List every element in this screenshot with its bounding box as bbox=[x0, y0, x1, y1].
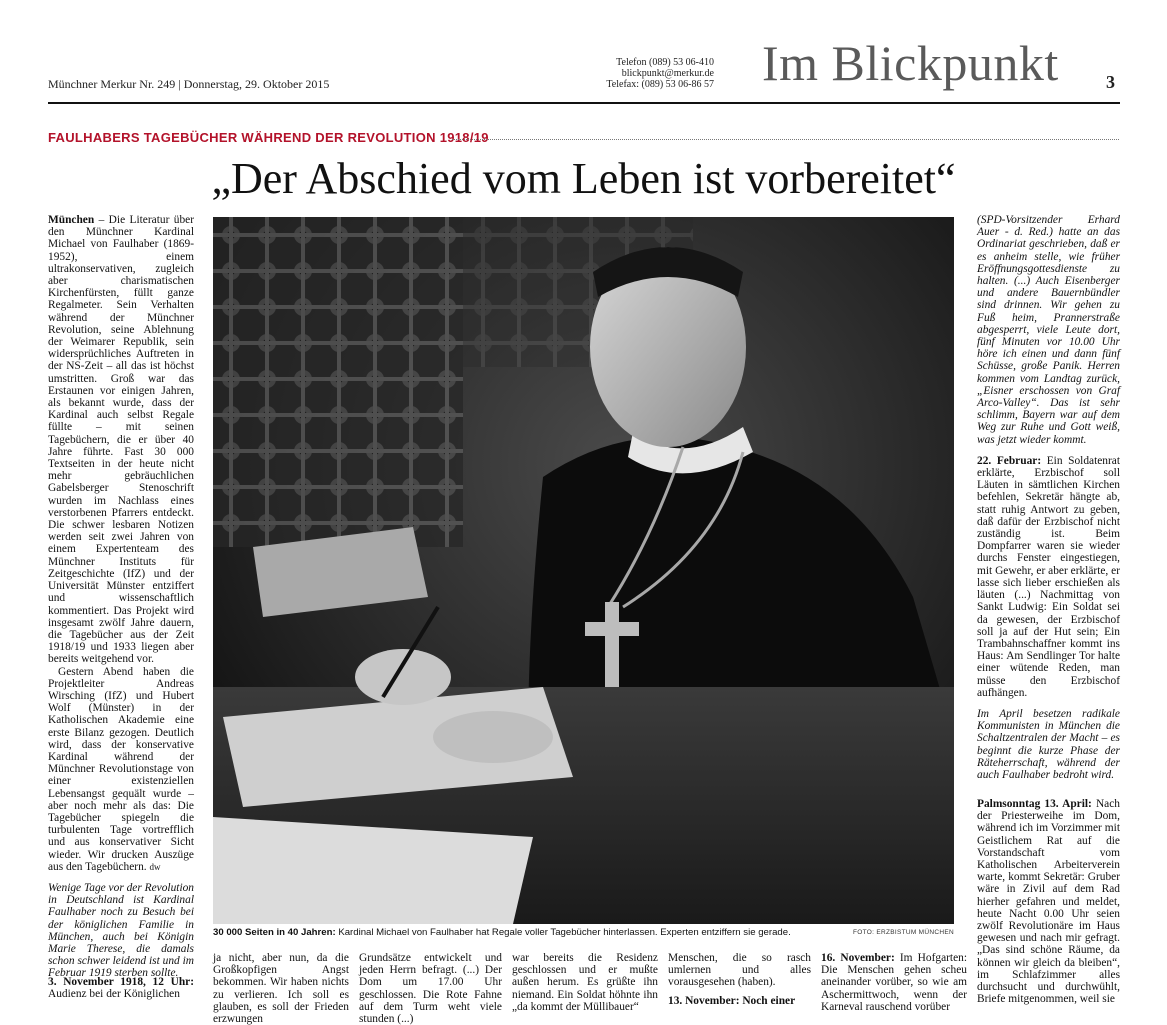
left-entry-paragraph bbox=[48, 976, 194, 1000]
bottom-column-3: war bereits die Residenz geschlossen und er mußte außen herum. Es grüßte ihn niemand. Ein Soldat höhnte ihn „da kommt der Müllibauer“ bbox=[512, 952, 658, 1013]
right-intro-italic: Im April besetzen radikale Kommunisten in München die Schaltzentralen der Macht – es beginnt die kurze Phase der Räteherrschaft, während der auch Faulhaber bedroht wird. bbox=[977, 707, 1120, 781]
bottom-column-4-next: 13. November: Noch einer bbox=[668, 994, 796, 1007]
edition-line: Münchner Merkur Nr. 249 | Donnerstag, 29. Oktober 2015 bbox=[48, 77, 330, 91]
photo-credit: FOTO: ERZBISTUM MÜNCHEN bbox=[852, 929, 954, 936]
bottom-column-5 bbox=[821, 952, 967, 1013]
right-column-lower bbox=[977, 798, 1120, 1005]
kicker: FAULHABERS TAGEBÜCHER WÄHREND DER REVOLUTION 1918/19 bbox=[48, 130, 489, 145]
author-initials: dw bbox=[149, 861, 161, 872]
dateline: München bbox=[48, 214, 95, 226]
left-entry-date: 3. November 1918, 12 Uhr: bbox=[48, 976, 194, 988]
left-p2-text: Gestern Abend haben die Projektleiter Andreas Wirsching (IfZ) und Hubert Wolf (Münster) in der Katholischen Akademie eine erste Bilanz gezogen. Deutlich wird, dass der konservative Kardinal während der Münchner Revolutionstage von einer existenziellen Lebensangst gequält wurde – aber noch mehr als das: Die Tagebücher spiegeln die turbulenten Tage vortrefflich und aus konservativer Sicht wieder. Wir drucken Auszüge aus den Tagebüchern. bbox=[48, 665, 194, 873]
entry3-date: Palmsonntag 13. April: bbox=[977, 798, 1092, 810]
bottom-column-4 bbox=[668, 952, 811, 1007]
right-entry-2 bbox=[977, 455, 1120, 699]
header-rule bbox=[48, 102, 1120, 104]
left-paragraph-2 bbox=[48, 666, 194, 873]
photo-caption bbox=[213, 927, 954, 938]
hand-writing bbox=[355, 649, 451, 705]
bottom-column-1: ja nicht, aber nun, da die Großkopfigen Angst bekommen. Wir haben nichts zu verlieren. Ich soll es glauben, es soll der Frieden erzwungen bbox=[213, 952, 349, 1025]
bottom-column-2: Grundsätze entwickelt und jeden Herrn befragt. (...) Der Dom um 17.00 Uhr geschlossen. Die Rote Fahne auf dem Turm weht viele stunden (...) bbox=[359, 952, 502, 1025]
left-intro-italic: Wenige Tage vor der Revolution in Deutschland ist Kardinal Faulhaber noch zu Besuch bei der königlichen Familie in München, auch bei Königin Marie Therese, die damals schon schwer leidend ist und im Februar 1919 sterben sollte. bbox=[48, 881, 194, 980]
bottom-5-text: Im Hofgarten: Die Menschen gehen scheu aneinander vorüber, so wie am Aschermittwoch, wenn der Karneval rauschend vorüber bbox=[821, 952, 967, 1013]
entry2-date: 22. Februar: bbox=[977, 454, 1042, 467]
contact-block bbox=[598, 57, 714, 90]
right-p1-text: (SPD-Vorsitzender Erhard Auer - d. Red.) hatte an das Ordinariat geschrieben, daß er es anheim stelle, wie früher Eröffnungsgottesdienste zu halten. (...) Auch Eisenberger und andere Bauernbündler sind drinnen. Wir gehen zu Fuß heim, Prannerstraße abgesperrt, viele Leute dort, fünf Minuten vor 10.00 Uhr höre ich einen und dann fünf Schüsse, große Panik. Herren kommen vom Landtag zurück, „Eisner erschossen von Graf Arco-Valley“. Das ist sehr schlimm, Bayern war auf dem Weg zur Ruhe und Gott weiß, was jetzt wieder kommt. bbox=[977, 214, 1120, 446]
caption-bold: 30 000 Seiten in 40 Jahren: bbox=[213, 927, 336, 938]
entry2-text: Ein Soldatenrat erklärte, Erzbischof soll Läuten in sämtlichen Kirchen befehlen, Sekretär hängte ab, statt ruhig Antwort zu geben, daß dafür der Erzbischof nicht zuständig ist. Beim Dompfarrer waren sie wieder durchs Fenster eingestiegen, mit Gewehr, er aber erklärte, er lasse sich lieber erschießen als läuten (...) Nachmittag von Sankt Ludwig: Ein Soldat sei da gewesen, der Erzbischof soll ja auf der Hut sein; Ein Trambahnschaffner kommt ins Haus: Am Sendlinger Tor halte einer wütende Reden, man müsse den Erzbischof aufhängen. bbox=[977, 454, 1121, 699]
page-number: 3 bbox=[1106, 72, 1115, 92]
section-title: Im Blickpunkt bbox=[762, 35, 1059, 91]
caption-text: Kardinal Michael von Faulhaber hat Regale voller Tagebücher hinterlassen. Experten entziffern sie gerade. bbox=[335, 927, 791, 938]
right-paragraph-1 bbox=[977, 214, 1120, 446]
right-column bbox=[977, 214, 1120, 781]
left-column bbox=[48, 214, 194, 980]
left-p1-text: – Die Literatur über den Münchner Kardinal Michael von Faulhaber (1869-1952), einem ultrakonservativen, zugleich aber charismatischen Kirchenfürsten, füllt ganze Regalmeter. Sein Verhalten während der Münchner Revolution, seine Ablehnung der Weimarer Republik, sein widersprüchliches Auftreten in der NS-Zeit – all das ist höchst umstritten. Groß war das Erstaunen vor einigen Jahren, als bekannt wurde, dass der Kardinal auch selbst Regale füllte – mit seinen Tagebüchern, die er über 40 Jahre führte. Fast 30 000 Textseiten in der heute nicht mehr gebräuchlichen Gabelsberger Stenoschrift wurden im Nachlass eines verstorbenen Pfarrers entdeckt. Die schwer lesbaren Notizen werden seit zwei Jahren von einem Expertenteam des Münchner Instituts für Zeitgeschichte (IfZ) und der Universität Münster entziffert und wissenschaftlich kommentiert. Das Projekt wird insgesamt zwölf Jahre dauern, die Tagebücher aus der Zeit 1918/19 und 1933 liegen aber bereits weitgehend vor. bbox=[48, 214, 194, 666]
portrait-illustration bbox=[213, 217, 954, 924]
contact-fax: Telefax: (089) 53 06-86 57 bbox=[606, 79, 714, 90]
left-entry bbox=[48, 976, 194, 1000]
bottom-column-4-text: Menschen, die so rasch umlernen und alles vorausgesehen (haben). bbox=[668, 952, 811, 989]
contact-phone: Telefon (089) 53 06-410 bbox=[616, 57, 714, 68]
spacer bbox=[977, 446, 1120, 455]
left-entry-text: Audienz bei der Königlichen bbox=[48, 988, 180, 1001]
spacer bbox=[48, 873, 194, 882]
photo-faulhaber bbox=[213, 217, 954, 924]
contact-email[interactable]: blickpunkt@merkur.de bbox=[621, 68, 714, 79]
right-entry-3 bbox=[977, 798, 1120, 1005]
lattice-window bbox=[213, 217, 463, 547]
spacer bbox=[977, 699, 1120, 708]
entry3-text: Nach der Priesterweihe im Dom, während ich im Vorzimmer mit Geistlichem Rat auf die Vorstandschaft vom Katholischen Arbeiterverein warte, kommt Sekretär: Gruber wäre in Zivil auf dem Rad hierher gefahren und meldet, heute Nacht 0.00 Uhr seien zwölf Revolutionäre im Haus gewesen und nach mir gefragt. „Das sind schöne Räume, da können wir gleich da bleiben“, im Schlafzimmer alles durchsucht und durchwühlt, Briefe mitgenommen, weil sie bbox=[977, 798, 1120, 1006]
left-paragraph-1 bbox=[48, 214, 194, 666]
kicker-dotted-rule bbox=[452, 139, 1119, 140]
bottom-5-date: 16. November: bbox=[821, 952, 895, 964]
hand-resting bbox=[433, 711, 553, 763]
headline: „Der Abschied vom Leben ist vorbereitet“ bbox=[211, 154, 956, 203]
